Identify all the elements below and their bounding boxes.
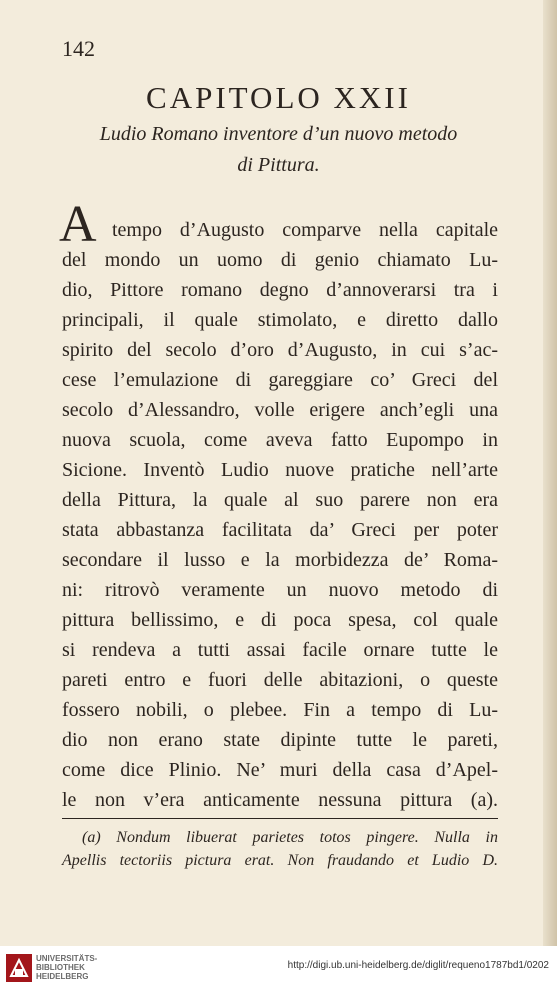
source-url-link[interactable]: http://digi.ub.uni-heidelberg.de/diglit/requeno1787bd1/0202 bbox=[287, 960, 549, 971]
body-line: come dice Plinio. Ne’ muri della casa d’Apel- bbox=[62, 759, 498, 781]
body-line: pareti entro e fuori delle abitazioni, o queste bbox=[62, 669, 498, 691]
library-name bbox=[36, 954, 97, 981]
body-line: spirito del secolo d’oro d’Augusto, in cui s’ac- bbox=[62, 339, 498, 361]
chapter-subtitle-line-2: di Pittura. bbox=[237, 154, 320, 176]
body-line: secondare il lusso e la morbidezza de’ Roma- bbox=[62, 549, 498, 571]
page-number: 142 bbox=[62, 36, 95, 61]
footnote-line: Apellis tectoriis pictura erat. Non fraudando et Ludio D. bbox=[62, 852, 498, 869]
footnote-rule bbox=[62, 818, 498, 819]
body-line: le non v’era anticamente nessuna pittura (a). bbox=[62, 789, 498, 811]
body-line: principali, il quale stimolato, e diretto dallo bbox=[62, 309, 498, 331]
library-name-line: HEIDELBERG bbox=[36, 972, 89, 981]
chapter-title: CAPITOLO XXII bbox=[146, 80, 411, 115]
library-name-line: UNIVERSITÄTS- bbox=[36, 954, 98, 963]
body-line: ni: ritrovò veramente un nuovo metodo di bbox=[62, 579, 498, 601]
library-name-line: BIBLIOTHEK bbox=[36, 963, 85, 972]
chapter-subtitle-line-1: Ludio Romano inventore d’un nuovo metodo bbox=[99, 123, 458, 145]
footer-bar bbox=[0, 946, 557, 989]
body-line: stata abbastanza facilitata da’ Greci per poter bbox=[62, 519, 498, 541]
body-line: nuova scuola, come aveva fatto Eupompo in bbox=[62, 429, 498, 451]
body-line: secolo d’Alessandro, volle erigere anch’egli una bbox=[62, 399, 498, 421]
body-line: si rendeva a tutti assai facile ornare tutte le bbox=[62, 639, 498, 661]
footnote-line: (a) Nondum libuerat parietes totos pingere. Nulla in bbox=[82, 829, 498, 846]
body-line: del mondo un uomo di genio chiamato Lu- bbox=[62, 249, 498, 271]
body-line: cese l’emulazione di gareggiare co’ Greci del bbox=[62, 369, 498, 391]
body-line: tempo d’Augusto comparve nella capitale bbox=[112, 219, 498, 241]
body-line: fossero nobili, o plebee. Fin a tempo di Lu- bbox=[62, 699, 498, 721]
drop-cap: A bbox=[59, 196, 97, 253]
body-line: Sicione. Inventò Ludio nuove pratiche nell’arte bbox=[62, 459, 498, 481]
body-line: pittura bellissimo, e di poca spesa, col quale bbox=[62, 609, 498, 631]
body-line: dio, Pittore romano degno d’annoverarsi tra i bbox=[62, 279, 498, 301]
body-line: dio non erano state dipinte tutte le pareti, bbox=[62, 729, 498, 751]
university-logo-icon bbox=[6, 954, 32, 982]
body-line: della Pittura, la quale al suo parere non era bbox=[62, 489, 498, 511]
